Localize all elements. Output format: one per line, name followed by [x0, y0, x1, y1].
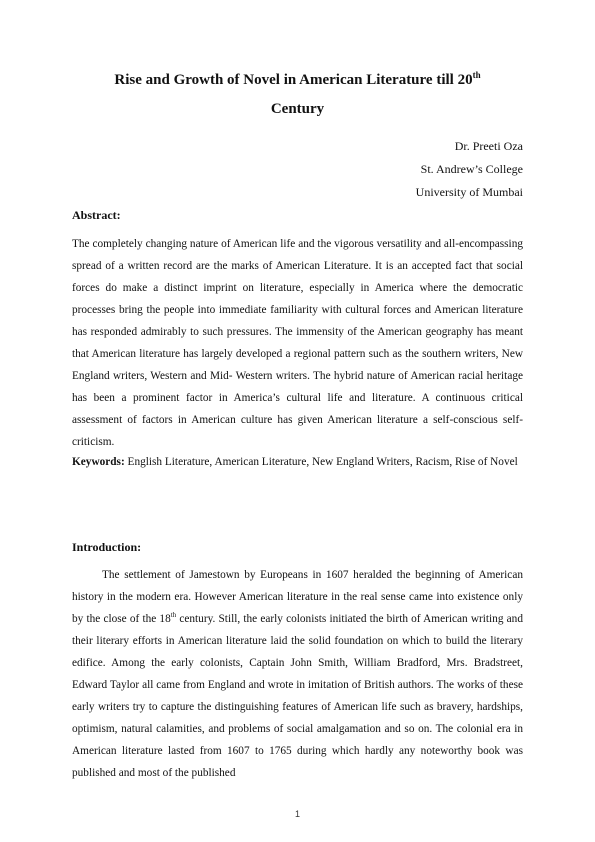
keywords-text: English Literature, American Literature, New England Writers, Racism, Rise of Novel — [124, 456, 518, 468]
keywords-label: Keywords: — [72, 456, 125, 468]
page-number: 1 — [294, 809, 300, 819]
keywords-paragraph — [72, 451, 523, 473]
author-university: University of Mumbai — [415, 185, 523, 199]
introduction-text-part-2: century. Still, the early colonists initiated the birth of American writing and their literary efforts in American literature laid the solid foundation on which to build the literary edifice. Among the early colonists, Captain John Smith, William Bradford, Mrs. Bradstreet, Edward Taylor all came from England and wrote in imitation of British authors. The works of these early writers try to capture the distinguishing features of American life such as bravery, hardships, optimism, natural calamities, and problems of social amalgamation and so on. The colonial era in American literature lasted from 1607 to 1765 during which hardly any noteworthy book was published and most of the published — [72, 613, 523, 779]
paper-title-line-2: Century — [270, 101, 325, 117]
introduction-heading: Introduction: — [72, 540, 142, 554]
author-name: Dr. Preeti Oza — [454, 139, 523, 153]
paper-title — [60, 72, 535, 89]
introduction-superscript: th — [170, 611, 177, 620]
abstract-heading: Abstract: — [72, 208, 121, 222]
abstract-text: The completely changing nature of American life and the vigorous versatility and all-encompassing spread of a written record are the marks of American Literature. It is an accepted fact that social forces do make a distinct imprint on literature, especially in America where the democratic processes bring the people into immediate familiarity with cultural forces and American literature has responded admirably to such pressures. The immensity of the American geography has meant that American literature has largely developed a regional pattern such as the southern writers, New England writers, Western and Mid- Western writers. The hybrid nature of American racial heritage has been a prominent factor in America’s cultural life and literature. A continuous critical assessment of factors in American culture has given American literature a self-conscious self-criticism. — [72, 238, 523, 448]
author-college: St. Andrew’s College — [420, 162, 523, 176]
introduction-text-part-1: The settlement of Jamestown by Europeans in 1607 heralded the beginning of American history in the modern era. However American literature in the real sense came into existence only by the close of the 18 — [72, 569, 523, 625]
title-line-1: Rise and Growth of Novel in American Literature till 20 — [114, 72, 473, 88]
introduction-text — [72, 564, 523, 784]
title-superscript: th — [472, 70, 481, 80]
